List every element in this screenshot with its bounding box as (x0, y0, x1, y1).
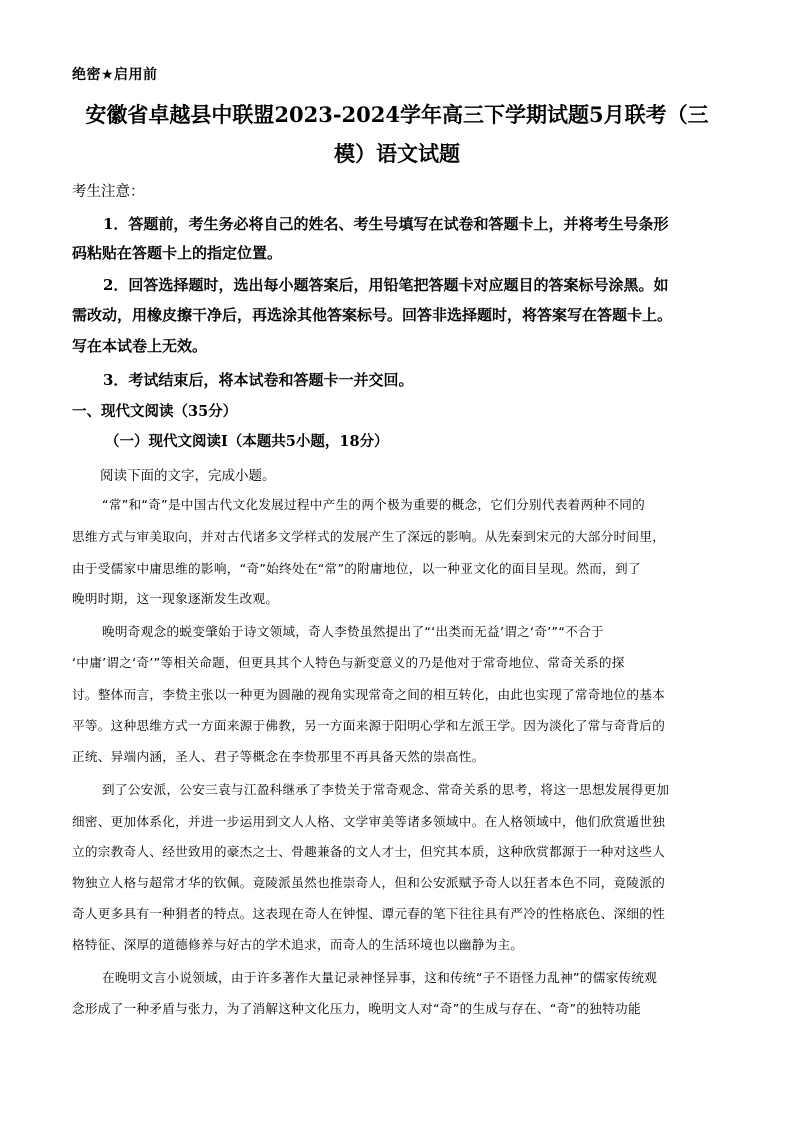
notice-line-4: 需改动，用橡皮擦干净后，再选涂其他答案标号。回答非选择题时，将答案写在答题卡上。 (72, 306, 673, 324)
passage-line-13: 物独立人格与超常才华的钦佩。竟陵派虽然也推崇奇人，但和公安派赋予奇人以狂者本色不同，竟陵派的 (72, 875, 666, 890)
passage-line-11: 细密、更加体系化，并进一步运用到文人人格、文学审美等诸多领域中。在人格领域中，他们欣赏遁世独 (72, 814, 666, 829)
notice-heading: 考生注意： (72, 184, 145, 200)
passage-line-9: 正统、异端内涵，圣人、君子等概念在李贽那里不再具备天然的崇高性。 (72, 749, 485, 764)
notice-line-3: 2．回答选择题时，选出每小题答案后，用铅笔把答题卡对应题目的答案标号涂黑。如 (103, 276, 669, 294)
exam-title-line-2: 模）语文试题 (334, 141, 460, 166)
exam-title-line-1: 安徽省卓越县中联盟2023-2024学年高三下学期试题5月联考（三 (85, 102, 709, 127)
notice-line-5: 写在本试卷上无效。 (72, 337, 208, 355)
passage-line-2: 思维方式与审美取向，并对古代诸多文学样式的发展产生了深远的影响。从先秦到宋元的大部分时间里， (72, 529, 666, 544)
passage-line-15: 格特征、深厚的道德修养与好古的学术追求，而奇人的生活环境也以幽静为主。 (72, 937, 524, 952)
passage-line-16: 在晚明文言小说领域，由于许多著作大量记录神怪异事，这和传统“子不语怪力乱神”的儒家传统观 (102, 970, 658, 985)
confidential-label: 绝密★启用前 (72, 67, 158, 83)
reading-instruction: 阅读下面的文字，完成小题。 (100, 468, 276, 484)
notice-line-2: 码粘贴在答题卡上的指定位置。 (72, 244, 283, 262)
section-heading: 一、现代文阅读（35分） (72, 403, 238, 420)
passage-line-14: 奇人更多具有一种狷者的特点。这表现在奇人在钟惺、谭元春的笔下往往具有严冷的性格底色、深细的性 (72, 906, 666, 921)
passage-line-8: 平等。这种思维方式一方面来源于佛教，另一方面来源于阳明心学和左派王学。因为淡化了常与奇背后的 (72, 718, 666, 733)
passage-line-3: 由于受儒家中庸思维的影响，“奇”始终处在“常”的附庸地位，以一种亚文化的面目呈现。然而，到了 (72, 561, 641, 576)
passage-line-4: 晚明时期，这一现象逐渐发生改观。 (72, 591, 279, 606)
passage-line-7: 讨。整体而言，李贽主张以一种更为圆融的视角实现常奇之间的相互转化，由此也实现了常奇地位的基本 (72, 687, 666, 702)
passage-line-5: 晚明奇观念的蜕变肇始于诗文领域，奇人李贽虽然提出了“‘出类而无益’谓之‘奇’”“不合于 (102, 624, 604, 639)
notice-line-6: 3．考试结束后，将本试卷和答题卡一并交回。 (103, 371, 414, 389)
passage-line-17: 念形成了一种矛盾与张力，为了消解这种文化压力，晚明文人对“奇”的生成与存在、“奇”的独特功能 (72, 1001, 641, 1016)
passage-line-1: “常”和“奇”是中国古代文化发展过程中产生的两个极为重要的概念，它们分别代表着两种不同的 (102, 497, 646, 512)
passage-line-6: ‘中庸’谓之‘奇’”等相关命题，但更具其个人特色与新变意义的乃是他对于常奇地位、常奇关系的探 (72, 655, 625, 670)
notice-line-1: 1．答题前，考生务必将自己的姓名、考生号填写在试卷和答题卡上，并将考生号条形 (103, 215, 669, 233)
passage-line-12: 立的宗教奇人、经世致用的豪杰之士、骨趣兼备的文人才士，但究其本质，这种欣赏都源于一种对这些人 (72, 844, 666, 859)
passage-line-10: 到了公安派，公安三袁与江盈科继承了李贽关于常奇观念、常奇关系的思考，将这一思想发展得更加 (102, 782, 670, 797)
sub-section-heading: （一）现代文阅读Ⅰ（本题共5小题，18分） (105, 433, 389, 450)
